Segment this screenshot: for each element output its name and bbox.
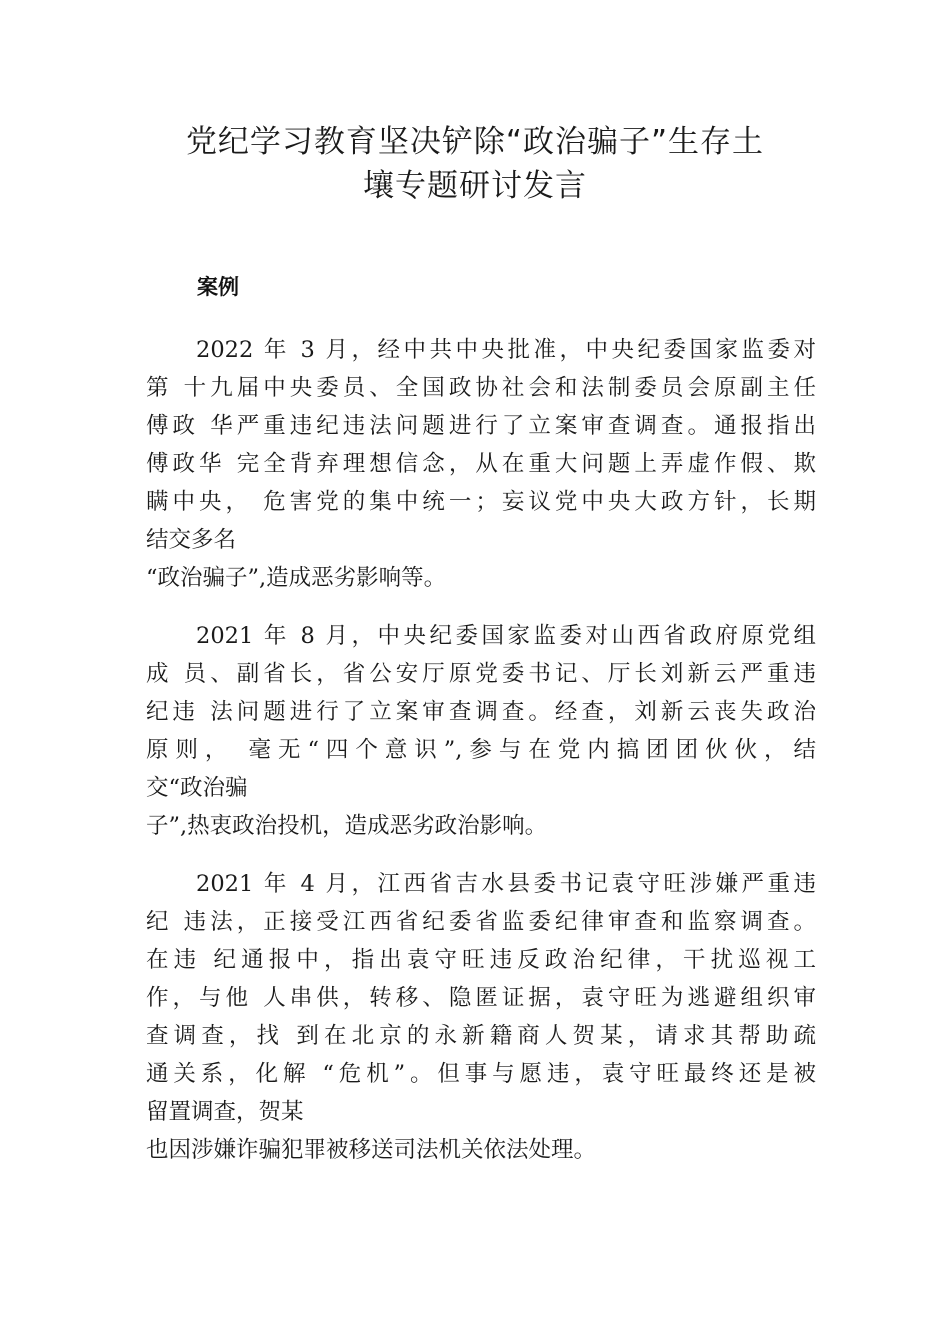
paragraph-line: 傅政华 完全背弃理想信念，从在重大问题上弄虚作假、欺 [146,451,816,477]
paragraph-line: 原则， 毫无“四个意识”,参与在党内搞团团伙伙，结 [146,737,816,763]
paragraph-line: 留置调查，贺某 [146,1099,304,1125]
paragraph-line: 瞒中央， 危害党的集中统一；妄议党中央大政方针，长期 [146,489,816,515]
paragraph-line: 在违 纪通报中，指出袁守旺违反政治纪律，干扰巡视工 [146,947,816,973]
paragraph-line: 查调查，找 到在北京的永新籍商人贺某，请求其帮助疏 [146,1023,816,1049]
document-title [130,120,820,208]
paragraph-line: 2022 年 3 月，经中共中央批准，中央纪委国家监委对 [196,337,816,363]
paragraph-line: 交“政治骗 [146,775,248,801]
paragraph-line: 成 员、副省长，省公安厅原党委书记、厅长刘新云严重违 [146,661,816,687]
paragraph-line: 也因涉嫌诈骗犯罪被移送司法机关依法处理。 [146,1137,597,1163]
case-paragraph-3 [146,865,816,1169]
paragraph-line: 作，与他 人串供，转移、隐匿证据，袁守旺为逃避组织审 [146,985,816,1011]
paragraph-line: 通关系，化解 “危机”。但事与愿违，袁守旺最终还是被 [146,1061,816,1087]
case-paragraph-2 [146,617,816,845]
paragraph-line: 傅政 华严重违纪违法问题进行了立案审查调查。通报指出 [146,413,816,439]
paragraph-line: 子”,热衷政治投机，造成恶劣政治影响。 [146,813,548,839]
section-heading: 案例 [197,275,239,299]
title-line: 壤专题研讨发言 [363,168,587,204]
paragraph-line: 结交多名 [146,527,237,553]
paragraph-line: 纪违 法问题进行了立案审查调查。经查，刘新云丧失政治 [146,699,816,725]
paragraph-line: 2021 年 8 月，中央纪委国家监委对山西省政府原党组 [196,623,816,649]
paragraph-line: 纪 违法，正接受江西省纪委省监委纪律审查和监察调查。 [146,909,816,935]
title-line: 党纪学习教育坚决铲除“政治骗子”生存土 [185,124,765,160]
paragraph-line: 2021 年 4 月，江西省吉水县委书记袁守旺涉嫌严重违 [196,871,816,897]
paragraph-line: “政治骗子”,造成恶劣影响等。 [146,565,447,591]
case-paragraph-1 [146,331,816,597]
paragraph-line: 第 十九届中央委员、全国政协社会和法制委员会原副主任 [146,375,816,401]
